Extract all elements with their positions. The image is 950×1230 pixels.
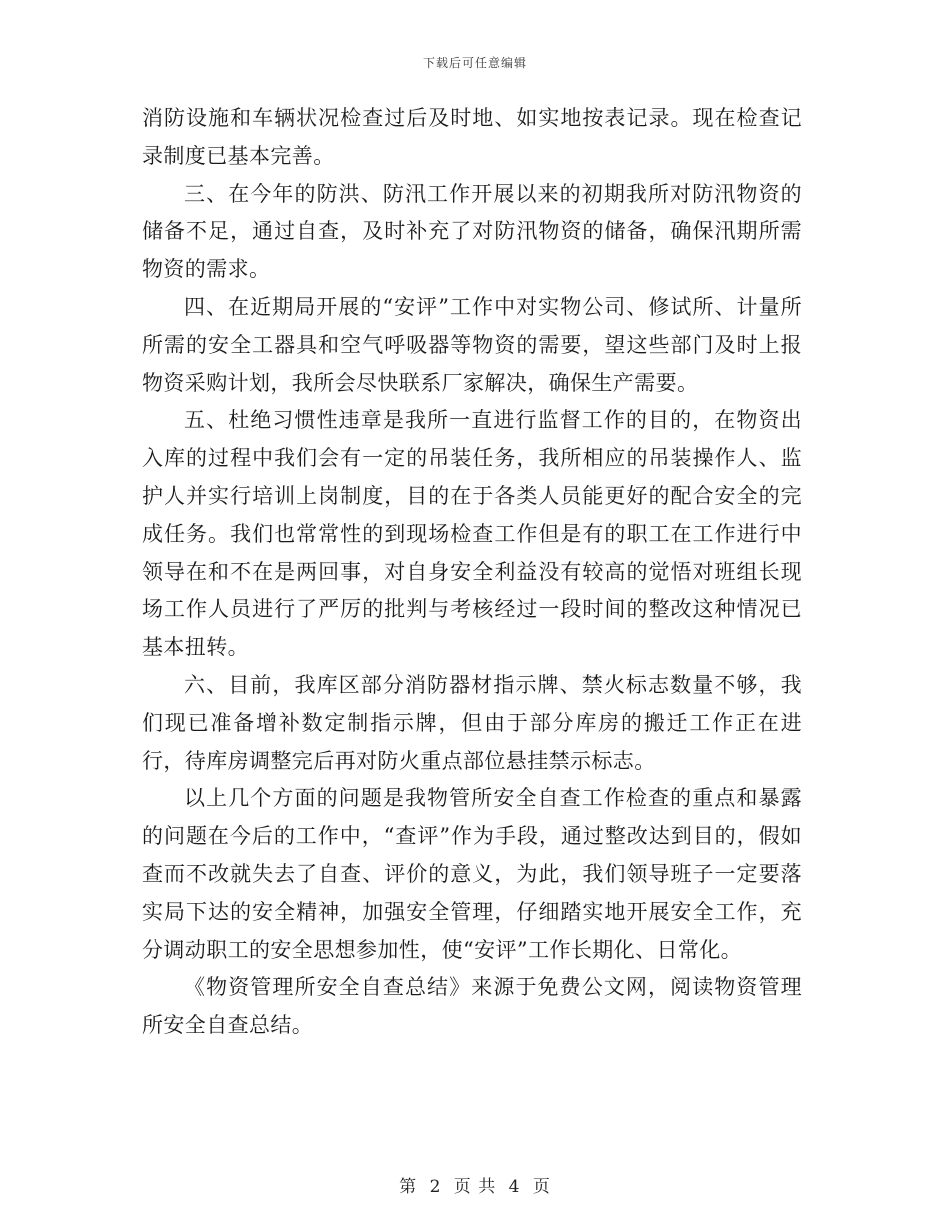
page-footer [0,1172,950,1197]
footer-page-number: 2 [429,1177,442,1197]
footer-total-pages: 4 [508,1177,521,1197]
paragraph-item-3: 三、在今年的防洪、防汛工作开展以来的初期我所对防汛物资的储备不足，通过自查，及时补充了对防汛物资的储备，确保汛期所需物资的需求。 [142,181,802,282]
page-header: 下载后可任意编辑 [422,56,527,70]
footer-suffix: 页 [532,1177,551,1197]
paragraph-summary: 以上几个方面的问题是我物管所安全自查工作检查的重点和暴露的问题在今后的工作中，“查评”作为手段，通过整改达到目的，假如查而不改就失去了自查、评价的意义，为此，我们领导班子一定要落实局下达的安全精神，加强安全管理，仔细踏实地开展安全工作，充分调动职工的安全思想参加性，使“安评”工作长期化、日常化。 [142,786,802,962]
footer-prefix: 第 [399,1177,418,1197]
paragraph-item-4: 四、在近期局开展的“安评”工作中对实物公司、修试所、计量所所需的安全工器具和空气呼吸器等物资的需要，望这些部门及时上报物资采购计划，我所会尽快联系厂家解决，确保生产需要。 [142,294,802,395]
paragraph-item-5: 五、杜绝习惯性违章是我所一直进行监督工作的目的，在物资出入库的过程中我们会有一定的吊装任务，我所相应的吊装操作人、监护人并实行培训上岗制度，目的在于各类人员能更好的配合安全的完成任务。我们也常常性的到现场检查工作但是有的职工在工作进行中领导在和不在是两回事，对自身安全利益没有较高的觉悟对班组长现场工作人员进行了严厉的批判与考核经过一段时间的整改这种情况已基本扭转。 [142,408,802,660]
paragraph-item-6: 六、目前，我库区部分消防器材指示牌、禁火标志数量不够，我们现已准备增补数定制指示牌，但由于部分库房的搬迁工作正在进行，待库房调整完后再对防火重点部位悬挂禁示标志。 [142,672,802,773]
paragraph-continuation: 消防设施和车辆状况检查过后及时地、如实地按表记录。现在检查记录制度已基本完善。 [142,106,802,168]
paragraph-source-note: 《物资管理所安全自查总结》来源于免费公文网，阅读物资管理所安全自查总结。 [142,975,802,1038]
footer-middle: 页 共 [453,1177,497,1197]
document-body [142,100,802,1045]
